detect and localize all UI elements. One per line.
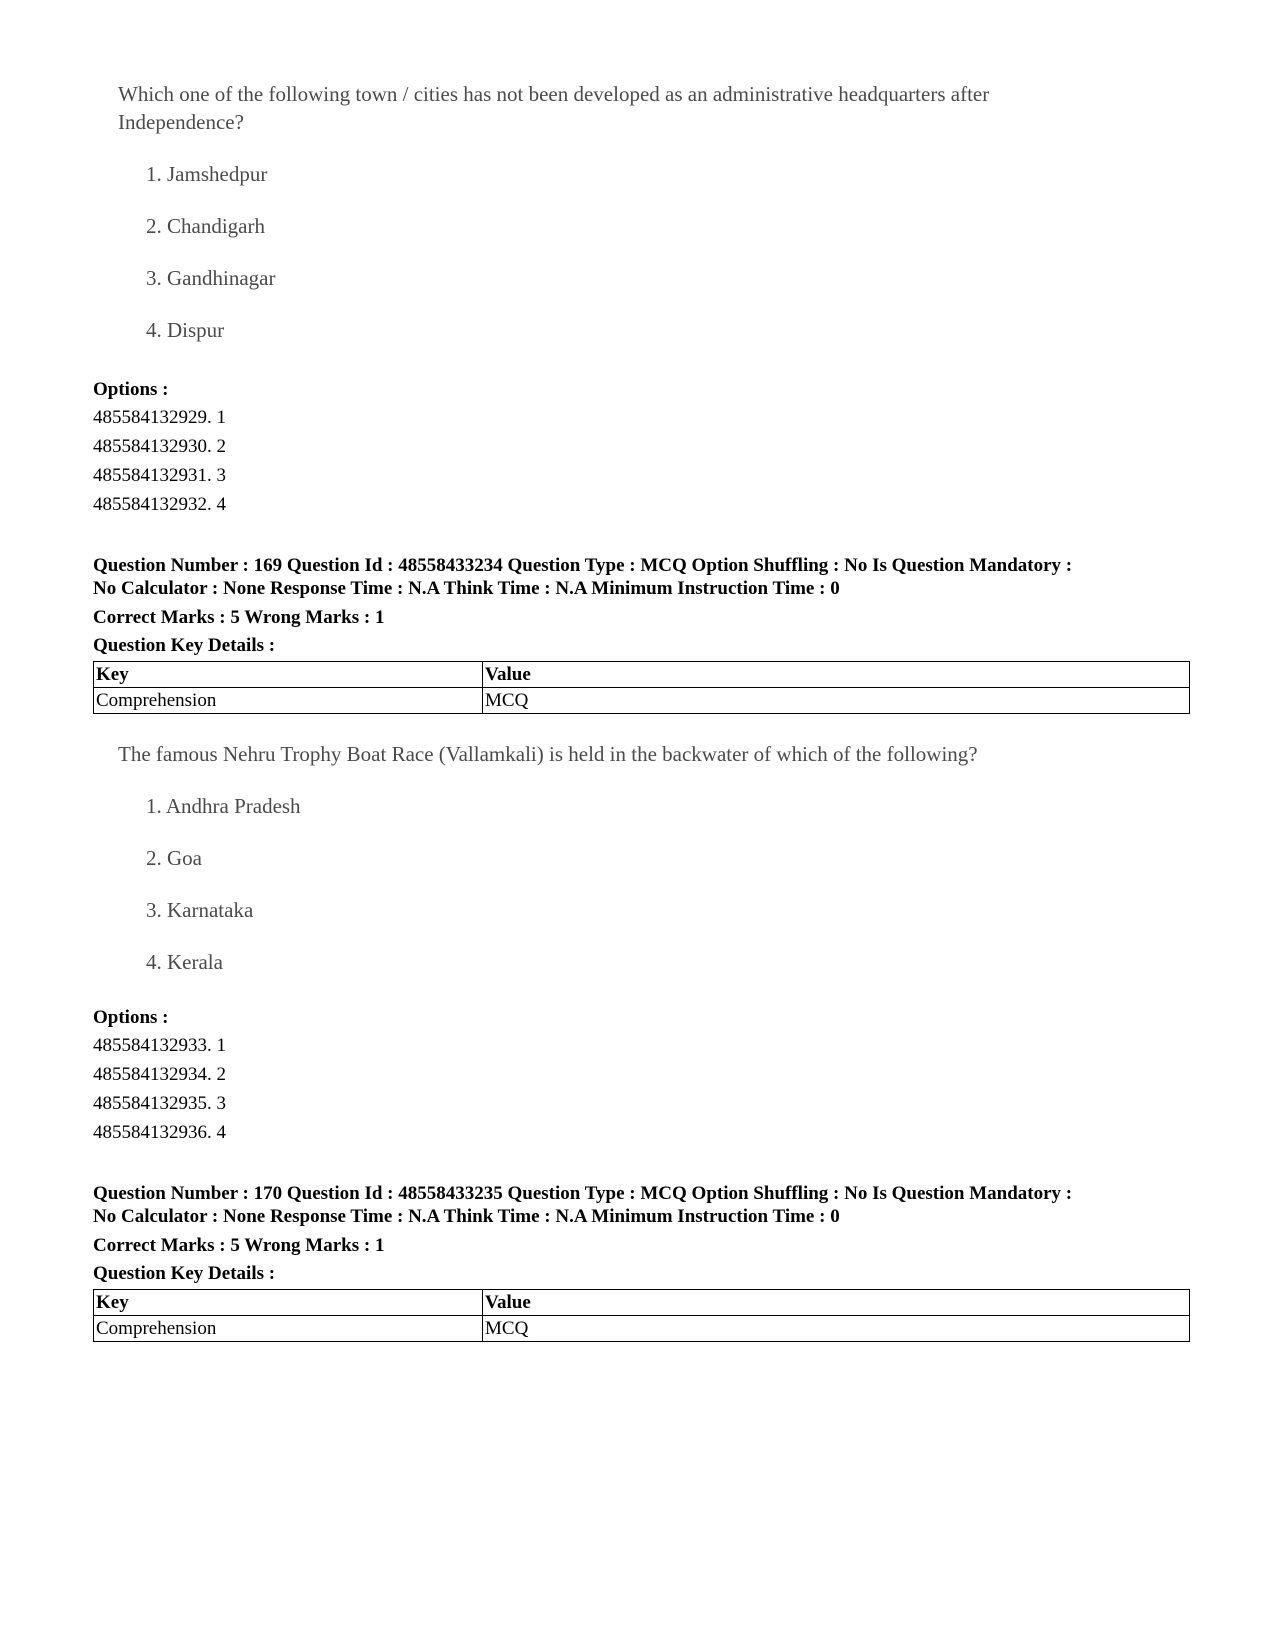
question-choice: 2. Chandigarh xyxy=(146,214,265,238)
marks-line: Correct Marks : 5 Wrong Marks : 1 xyxy=(93,1235,385,1256)
question-meta-line: Question Number : 170 Question Id : 48558433235 Question Type : MCQ Option Shuffling : No Is Question Mandatory : xyxy=(93,1183,1073,1204)
option-item: 485584132931. 3 xyxy=(93,465,226,486)
question-choice: 4. Kerala xyxy=(146,950,223,974)
question-choice: 1. Andhra Pradesh xyxy=(146,794,301,818)
key-details-label: Question Key Details : xyxy=(93,635,276,656)
table-header-row xyxy=(94,662,1190,688)
table-header-key: Key xyxy=(94,1290,483,1316)
question-meta-line: No Calculator : None Response Time : N.A Think Time : N.A Minimum Instruction Time : 0 xyxy=(93,578,840,599)
table-row xyxy=(94,688,1190,714)
option-item: 485584132932. 4 xyxy=(93,494,226,515)
question-meta xyxy=(93,1182,1193,1228)
options-list xyxy=(93,1005,226,1147)
question-choice: 3. Karnataka xyxy=(146,898,254,922)
option-item: 485584132933. 1 xyxy=(93,1035,226,1056)
question-choice: 1. Jamshedpur xyxy=(146,162,268,186)
question-choice: 4. Dispur xyxy=(146,318,225,342)
question-choice: 2. Goa xyxy=(146,846,202,870)
option-item: 485584132930. 2 xyxy=(93,436,226,457)
table-cell-value: MCQ xyxy=(483,688,1190,714)
table-cell-key: Comprehension xyxy=(94,688,483,714)
table-cell-value: MCQ xyxy=(483,1316,1190,1342)
key-details-label: Question Key Details : xyxy=(93,1263,276,1284)
marks-line: Correct Marks : 5 Wrong Marks : 1 xyxy=(93,607,385,628)
table-row xyxy=(94,1316,1190,1342)
table-header-value: Value xyxy=(483,662,1190,688)
question-image xyxy=(118,80,1108,342)
question-key-table xyxy=(93,661,1190,714)
question-image xyxy=(118,740,1108,974)
table-cell-key: Comprehension xyxy=(94,1316,483,1342)
question-meta-line: Question Number : 169 Question Id : 48558433234 Question Type : MCQ Option Shuffling : No Is Question Mandatory : xyxy=(93,555,1073,576)
table-header-key: Key xyxy=(94,662,483,688)
question-meta xyxy=(93,554,1193,600)
option-item: 485584132936. 4 xyxy=(93,1122,226,1143)
question-text: Which one of the following town / cities has not been developed as an administrative headquarters after Independence? xyxy=(118,82,990,134)
option-item: 485584132935. 3 xyxy=(93,1093,226,1114)
table-header-row xyxy=(94,1290,1190,1316)
option-item: 485584132934. 2 xyxy=(93,1064,226,1085)
question-choice: 3. Gandhinagar xyxy=(146,266,276,290)
question-key-table xyxy=(93,1289,1190,1342)
options-label: Options : xyxy=(93,379,169,400)
option-item: 485584132929. 1 xyxy=(93,407,226,428)
options-list xyxy=(93,377,226,519)
table-header-value: Value xyxy=(483,1290,1190,1316)
question-text: The famous Nehru Trophy Boat Race (Vallamkali) is held in the backwater of which of the following? xyxy=(118,742,978,766)
options-label: Options : xyxy=(93,1007,169,1028)
question-meta-line: No Calculator : None Response Time : N.A Think Time : N.A Minimum Instruction Time : 0 xyxy=(93,1206,840,1227)
